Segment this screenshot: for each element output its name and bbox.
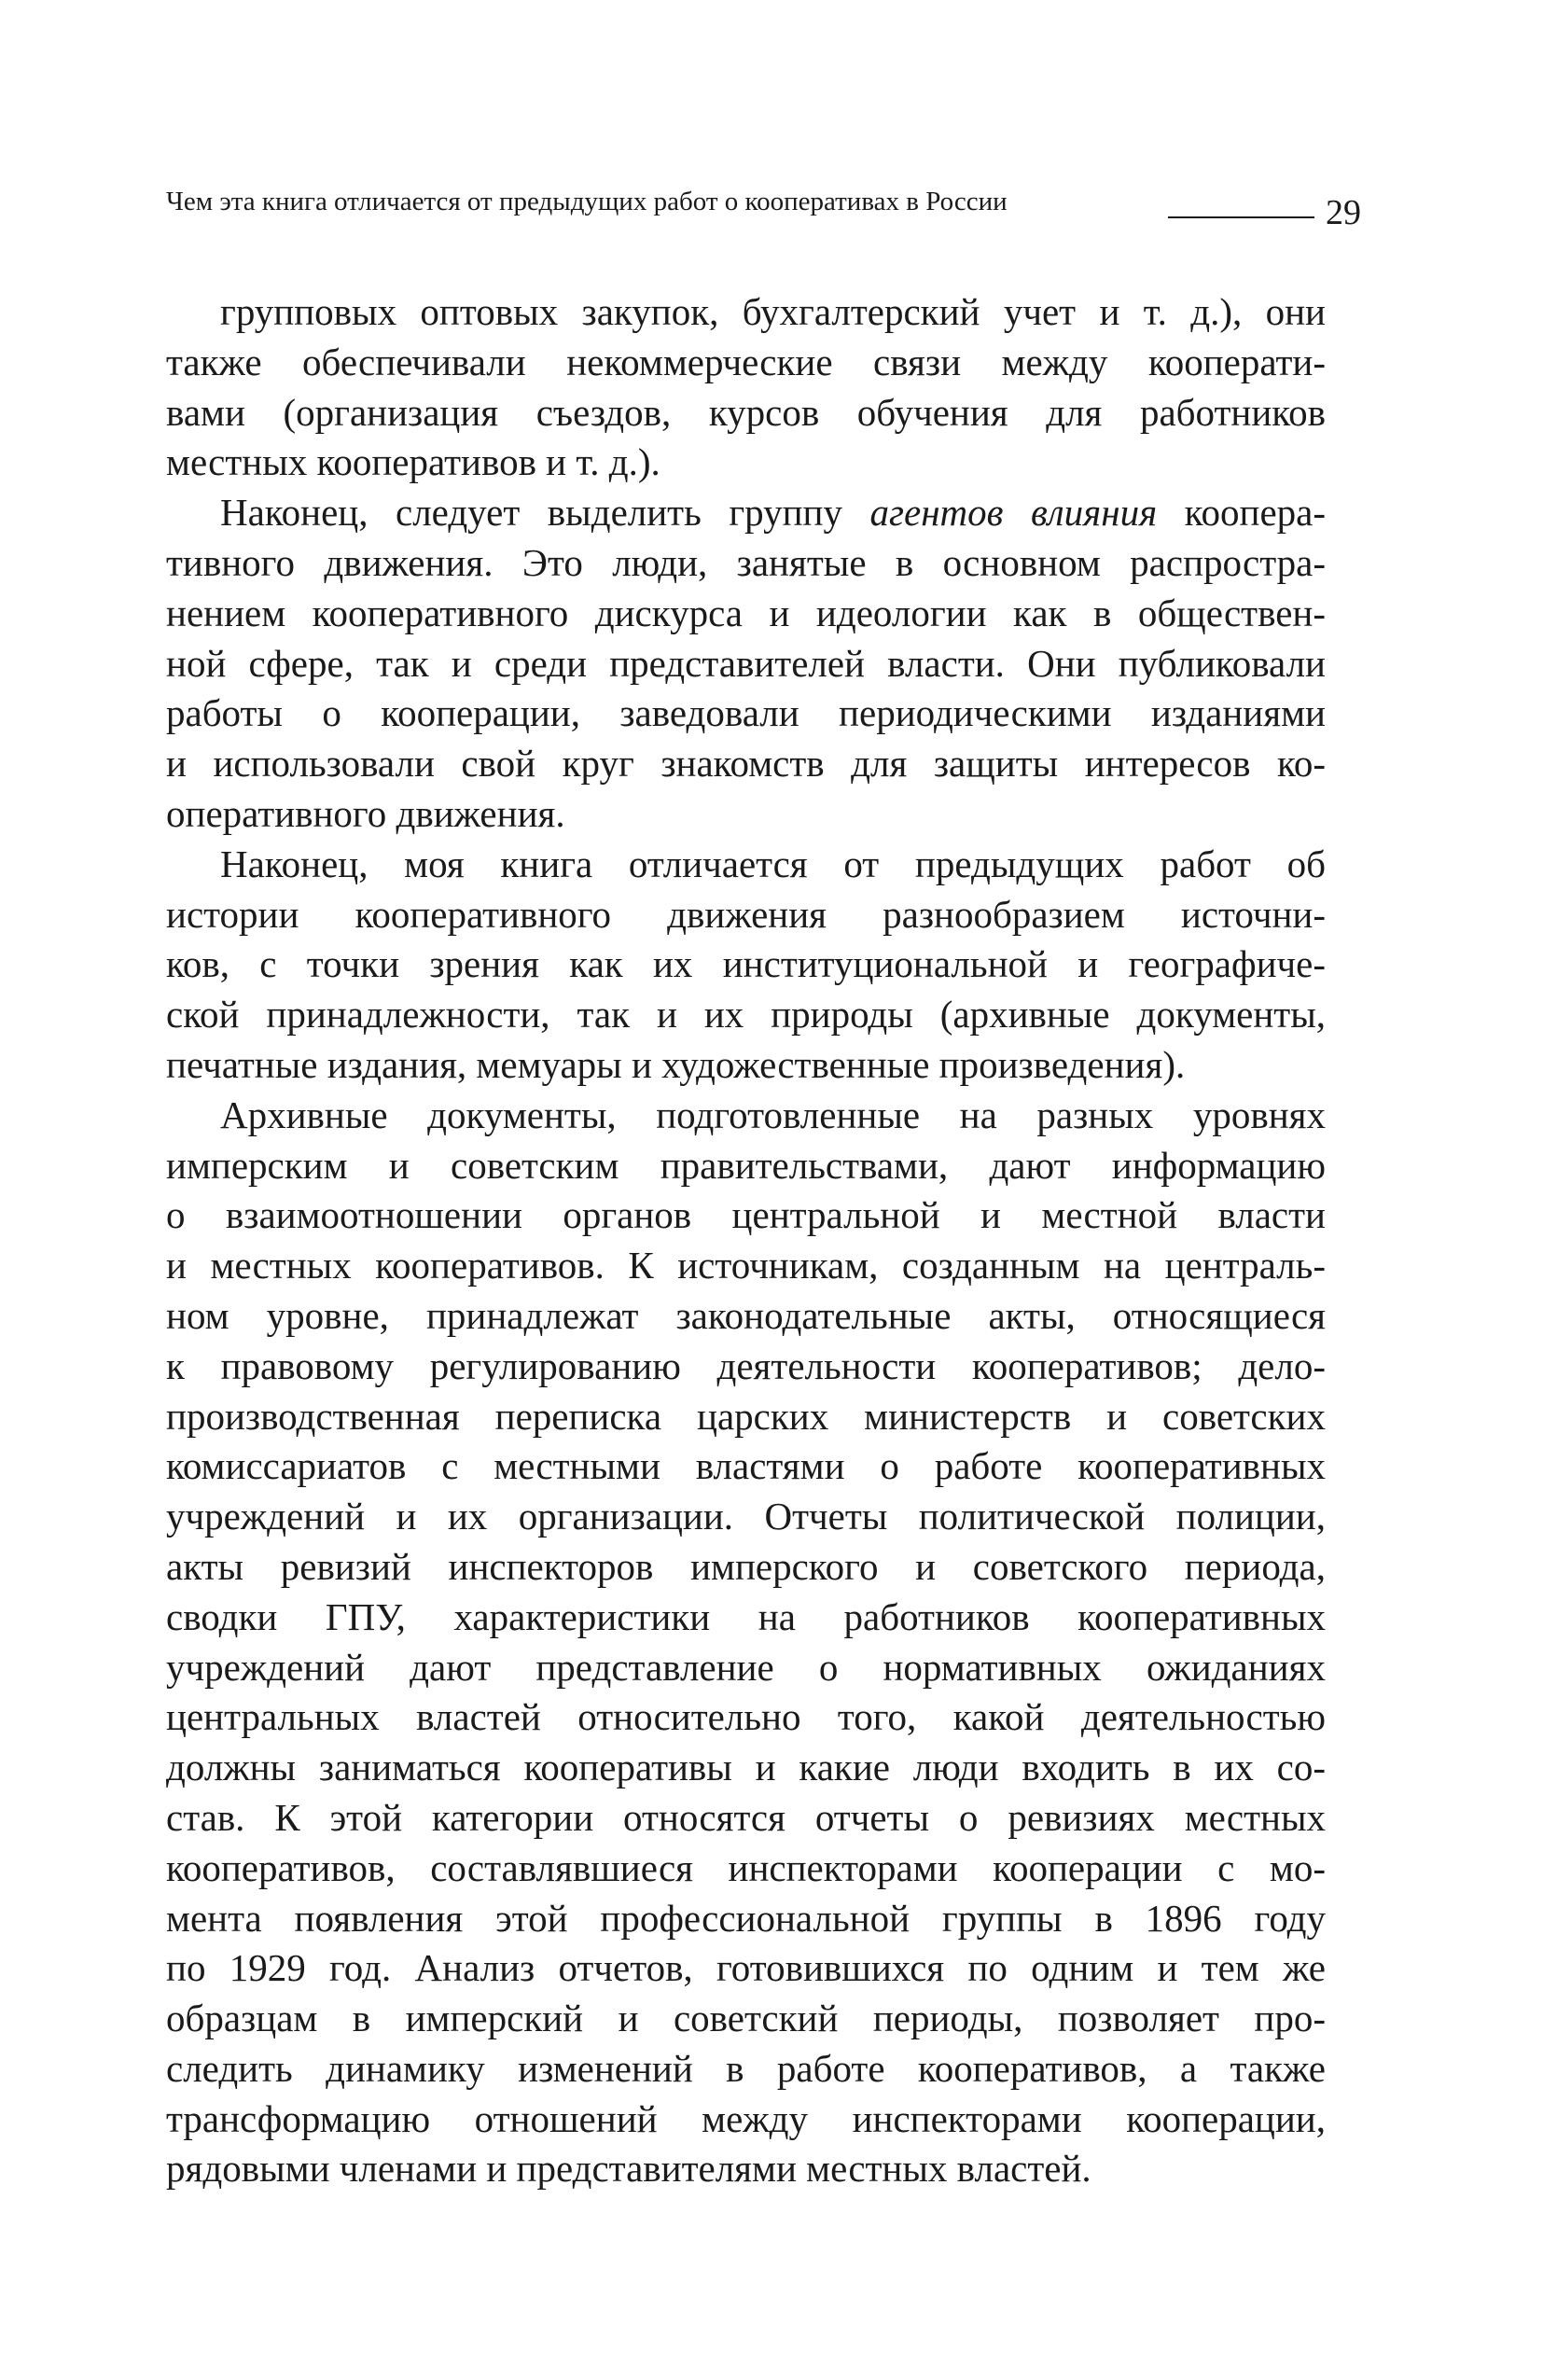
text-line: образцам в имперский и советский периоды, позволяет про- [166, 1997, 1326, 2040]
running-title: Чем эта книга отличается от предыдущих работ о кооперативах в России [166, 187, 1008, 216]
paragraph [166, 840, 1326, 1091]
text-line: производственная переписка царских министерств и советских [166, 1394, 1326, 1438]
text-line: учреждений и их организации. Отчеты политической полиции, [166, 1495, 1326, 1538]
text-line: учреждений дают представление о нормативных ожиданиях [166, 1645, 1326, 1689]
text-line [166, 488, 1326, 538]
text-line: трансформацию отношений между инспекторами кооперации, [166, 2096, 1326, 2140]
italic-term: агентов влияния [869, 491, 1158, 535]
text-line: по 1929 год. Анализ отчетов, готовившихся по одним и тем же [166, 1946, 1326, 1990]
text-line: ской принадлежности, так и их природы (архивные документы, [166, 993, 1326, 1037]
text-line: должны заниматься кооперативы и какие люди входить в их со- [166, 1746, 1326, 1789]
text-line: следить динамику изменений в работе кооперативов, а также [166, 2046, 1326, 2090]
text-line: групповых оптовых закупок, бухгалтерский учет и т. д.), они [220, 290, 1326, 333]
text-line: печатные издания, мемуары и художественные произведения). [166, 1042, 1186, 1086]
text-line: ном уровне, принадлежат законодательные акты, относящиеся [166, 1293, 1326, 1337]
text-line: комиссариатов с местными властями о работе кооперативных [166, 1444, 1326, 1488]
text-line: к правовому регулированию деятельности кооперативов; дело- [166, 1343, 1326, 1387]
body-text [166, 287, 1326, 2194]
page-number: 29 [1326, 193, 1361, 232]
text-line: о взаимоотношении органов центральной и местной власти [166, 1193, 1326, 1237]
text-line: Наконец, моя книга отличается от предыдущих работ об [220, 842, 1326, 885]
header-rule [1168, 216, 1314, 218]
text-line: истории кооперативного движения разнообразием источни- [166, 892, 1326, 936]
text-line: центральных властей относительно того, какой деятельностью [166, 1695, 1326, 1739]
text-line: кооперативов, составлявшиеся инспекторами кооперации с мо- [166, 1845, 1326, 1889]
text-line: работы о кооперации, заведовали периодическими изданиями [166, 691, 1326, 735]
text-line: рядовыми членами и представителями местных властей. [166, 2147, 1091, 2191]
text-line: также обеспечивали некоммерческие связи между кооперати- [166, 340, 1326, 383]
running-header [166, 187, 1364, 233]
paragraph [166, 488, 1326, 840]
text-line: вами (организация съездов, курсов обучения для работников [166, 390, 1326, 434]
text-line: акты ревизий инспекторов имперского и советского периода, [166, 1544, 1326, 1588]
text-segment: коопера- [1157, 491, 1326, 535]
text-line: тивного движения. Это люди, занятые в основном распростра- [166, 540, 1326, 584]
text-line: ков, с точки зрения как их институциональной и географиче- [166, 942, 1326, 986]
paragraph [166, 287, 1326, 488]
text-line: мента появления этой профессиональной группы в 1896 году [166, 1896, 1326, 1940]
text-line: став. К этой категории относятся отчеты о ревизиях местных [166, 1795, 1326, 1839]
text-line: и использовали свой круг знакомств для защиты интересов ко- [166, 742, 1326, 786]
text-line: и местных кооперативов. К источникам, созданным на централь- [166, 1244, 1326, 1287]
text-segment: Наконец, следует выделить группу [220, 491, 870, 535]
text-line: местных кооперативов и т. д.). [166, 440, 660, 484]
text-line: имперским и советским правительствами, дают информацию [166, 1143, 1326, 1187]
text-line: нением кооперативного дискурса и идеологии как в обществен- [166, 591, 1326, 634]
paragraph [166, 1091, 1326, 2195]
text-line: Архивные документы, подготовленные на разных уровнях [220, 1093, 1326, 1136]
text-line: сводки ГПУ, характеристики на работников кооперативных [166, 1594, 1326, 1638]
text-line: оперативного движения. [166, 791, 565, 835]
text-line: ной сфере, так и среди представителей власти. Они публиковали [166, 641, 1326, 685]
